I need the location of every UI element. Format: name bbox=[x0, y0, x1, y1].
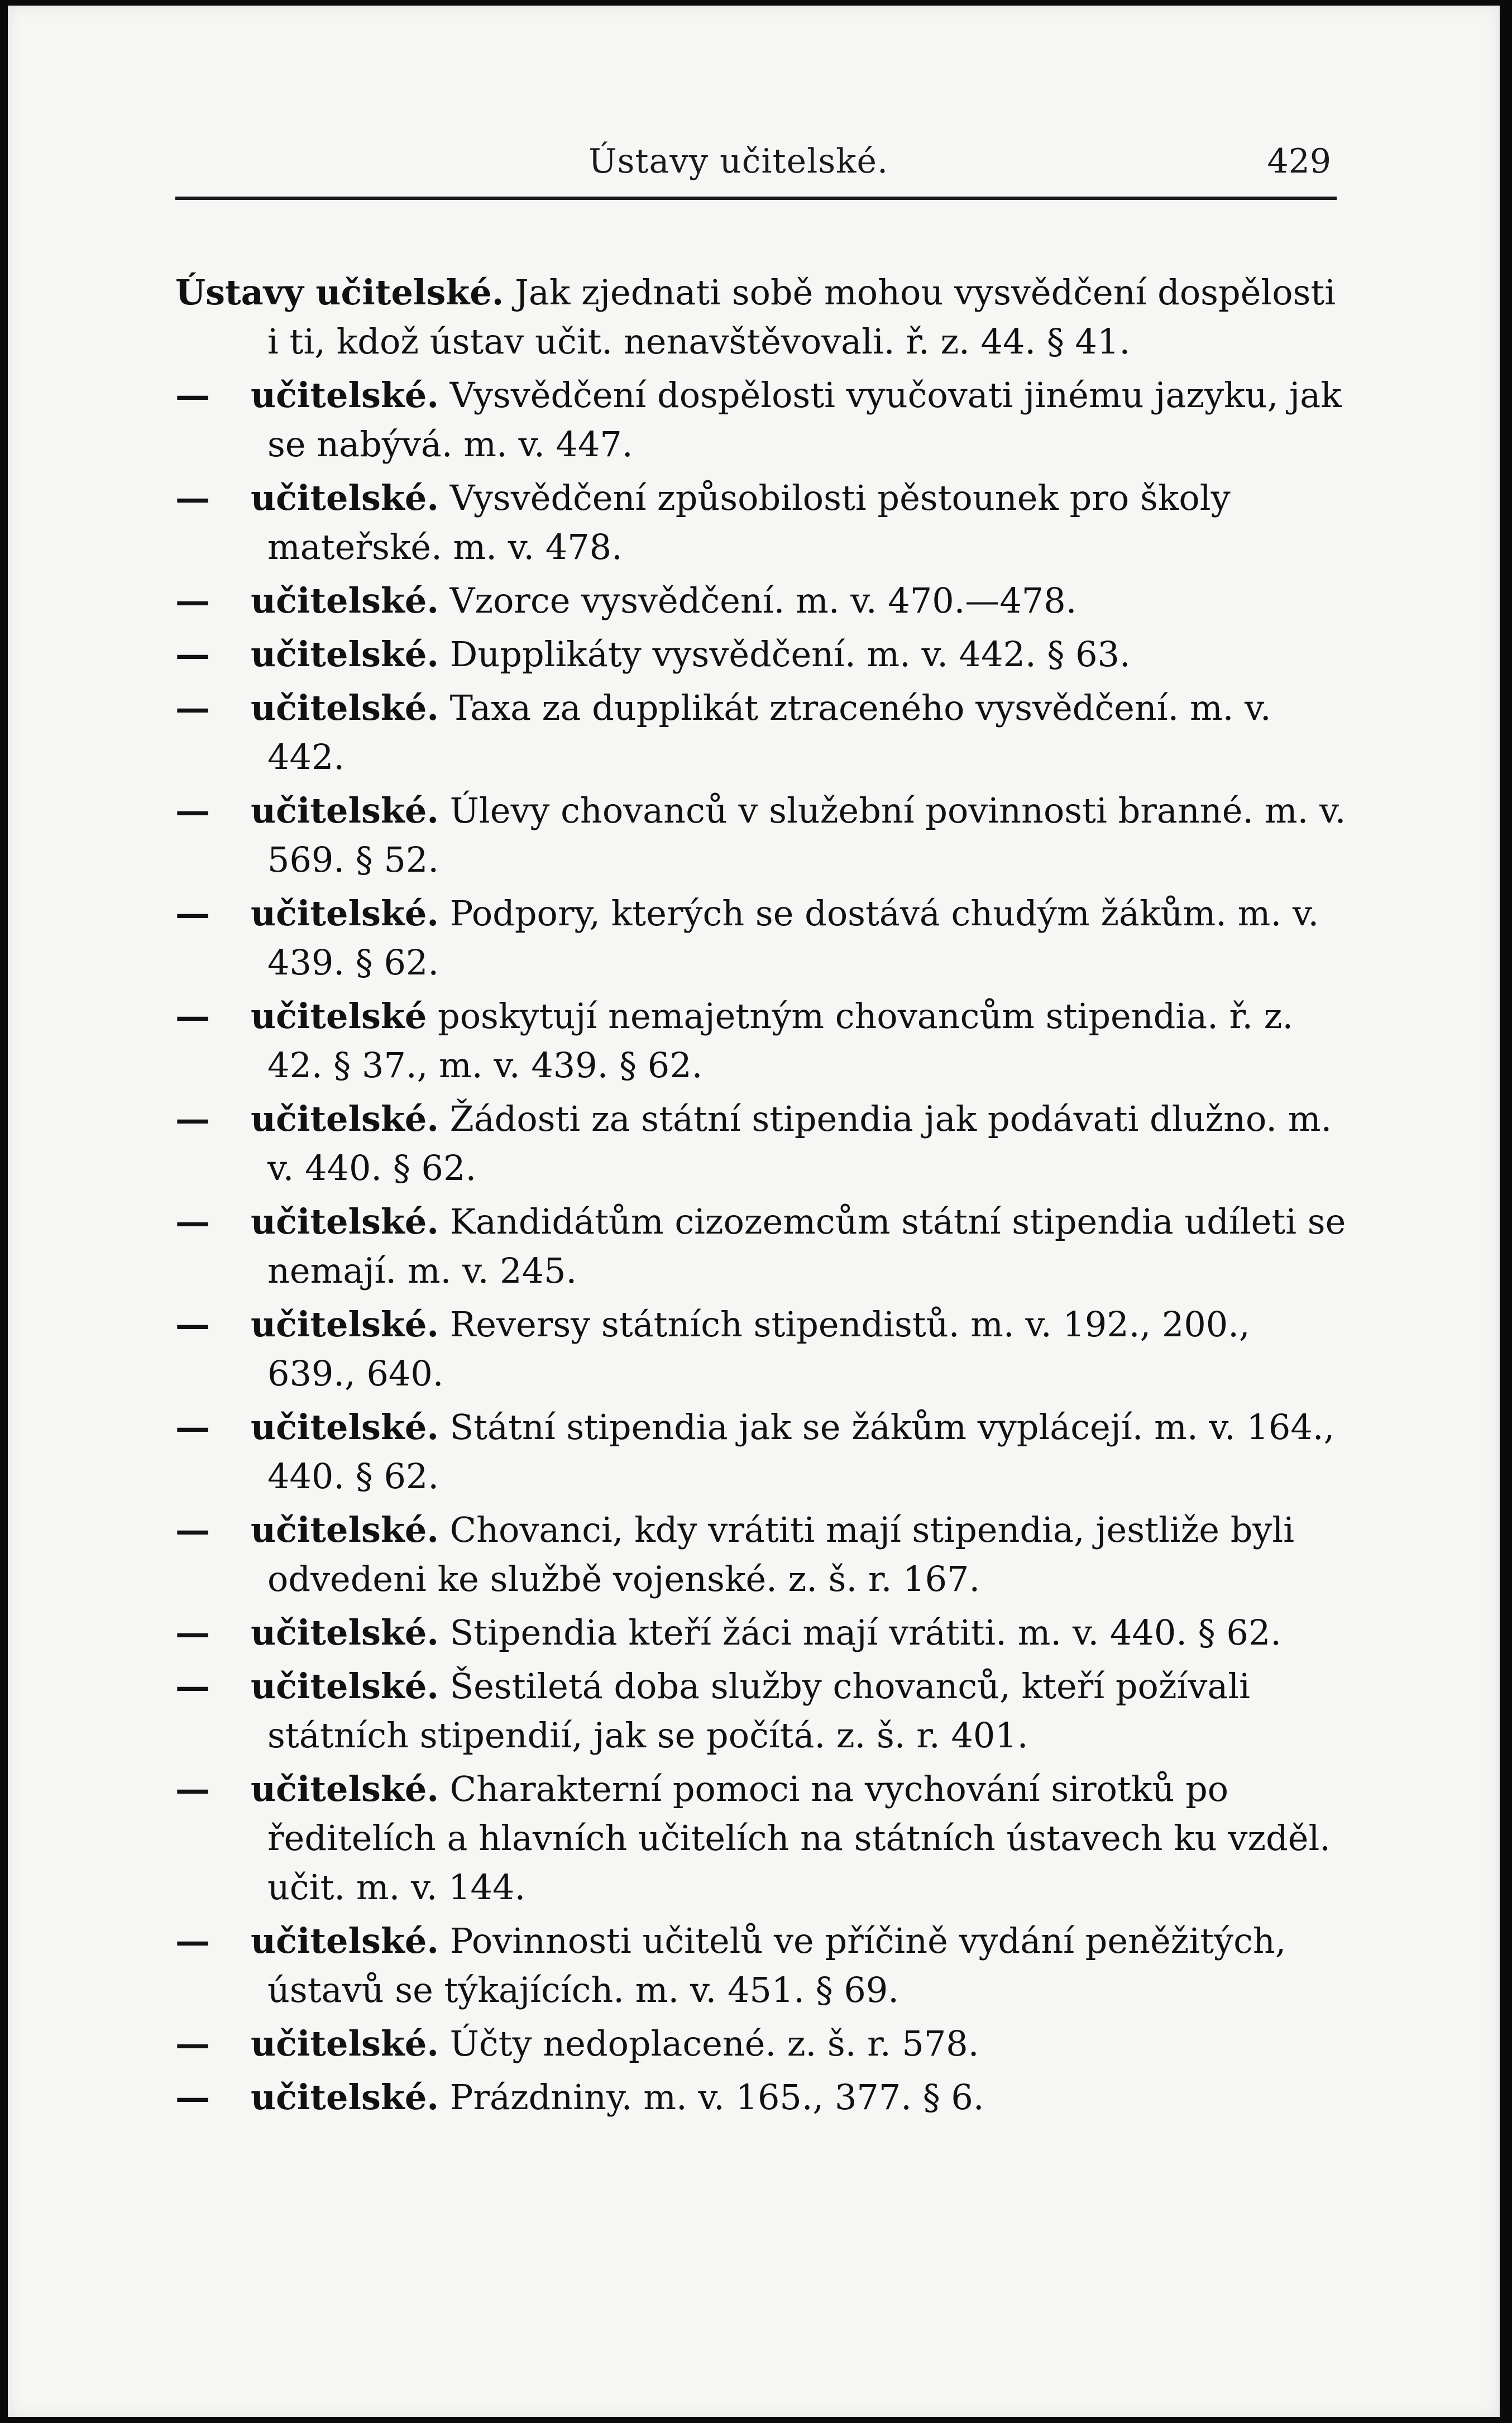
index-entry bbox=[175, 371, 1348, 469]
entry-text: Stipendia kteří žáci mají vrátiti. m. v. 440. § 62. bbox=[438, 1612, 1281, 1653]
entry-dash: — bbox=[175, 996, 210, 1036]
entry-text: Dupplikáty vysvědčení. m. v. 442. § 63. bbox=[438, 634, 1131, 675]
entry-text: Charakterní pomoci na vychování sirotků po ředitelích a hlavních učitelích na státních ústavech ku vzděl. učit. m. v. 144. bbox=[267, 1769, 1331, 1908]
entry-dash: — bbox=[175, 1304, 210, 1345]
page bbox=[8, 6, 1500, 2417]
entry-text: Žádosti za státní stipendia jak podávati dlužno. m. v. 440. § 62. bbox=[267, 1098, 1332, 1188]
entry-lead: učitelské. bbox=[251, 790, 439, 831]
header-rule bbox=[175, 197, 1337, 200]
entry-text: Vysvědčení způsobilosti pěstounek pro školy mateřské. m. v. 478. bbox=[267, 477, 1231, 567]
entry-lead: učitelské. bbox=[251, 2023, 439, 2064]
entry-dash: — bbox=[175, 1098, 210, 1139]
entry-dash: — bbox=[175, 1612, 210, 1653]
entry-text: Chovanci, kdy vrátiti mají stipendia, jestliže byli odvedeni ke službě vojenské. z. š. r. 167. bbox=[267, 1509, 1295, 1599]
entry-lead: učitelské. bbox=[251, 1407, 439, 1447]
header-title: Ústavy učitelské. bbox=[588, 142, 889, 181]
entry-text: Podpory, kterých se dostává chudým žákům. m. v. 439. § 62. bbox=[267, 893, 1319, 983]
index-entry bbox=[175, 1506, 1348, 1604]
entry-lead: učitelské bbox=[251, 996, 427, 1036]
index-entry bbox=[175, 1662, 1348, 1760]
index-entry bbox=[175, 786, 1348, 885]
entry-dash: — bbox=[175, 1201, 210, 1242]
entry-dash: — bbox=[175, 2023, 210, 2064]
index-entries bbox=[175, 268, 1348, 2126]
entry-dash: — bbox=[175, 634, 210, 675]
entry-lead: učitelské. bbox=[251, 1920, 439, 1961]
index-entry bbox=[175, 992, 1348, 1090]
entry-text: Reversy státních stipendistů. m. v. 192., 200., 639., 640. bbox=[267, 1304, 1250, 1394]
entry-text: Jak zjednati sobě mohou vysvědčení dospělosti i ti, kdož ústav učit. nenavštěvovali. ř. z. 44. § 41. bbox=[267, 272, 1336, 362]
entry-text: Kandidátům cizozemcům státní stipendia udíleti se nemají. m. v. 245. bbox=[267, 1201, 1346, 1291]
entry-dash: — bbox=[175, 477, 210, 518]
entry-lead: učitelské. bbox=[251, 375, 439, 415]
index-entry bbox=[175, 889, 1348, 987]
index-entry bbox=[175, 2019, 1348, 2068]
index-entry bbox=[175, 1300, 1348, 1398]
running-header bbox=[175, 134, 1337, 201]
entry-dash: — bbox=[175, 687, 210, 728]
entry-text: Vzorce vysvědčení. m. v. 470.—478. bbox=[438, 580, 1077, 621]
index-entry bbox=[175, 1765, 1348, 1912]
entry-lead: Ústavy učitelské. bbox=[175, 272, 504, 313]
entry-lead: učitelské. bbox=[251, 634, 439, 675]
entry-lead: učitelské. bbox=[251, 1098, 439, 1139]
entry-text: Šestiletá doba služby chovanců, kteří požívali státních stipendií, jak se počítá. z. š. r. 401. bbox=[267, 1666, 1250, 1756]
entry-dash: — bbox=[175, 580, 210, 621]
entry-dash: — bbox=[175, 1407, 210, 1447]
entry-text: Úlevy chovanců v služební povinnosti branné. m. v. 569. § 52. bbox=[267, 790, 1346, 880]
index-entry bbox=[175, 474, 1348, 572]
page-number: 429 bbox=[1267, 142, 1331, 181]
index-entry bbox=[175, 684, 1348, 782]
entry-lead: učitelské. bbox=[251, 1612, 439, 1653]
entry-lead: učitelské. bbox=[251, 687, 439, 728]
index-entry bbox=[175, 1095, 1348, 1193]
index-entry bbox=[175, 2073, 1348, 2122]
index-entry bbox=[175, 1403, 1348, 1501]
entry-text: Státní stipendia jak se žákům vyplácejí. m. v. 164., 440. § 62. bbox=[267, 1407, 1335, 1497]
entry-dash: — bbox=[175, 790, 210, 831]
entry-dash: — bbox=[175, 1509, 210, 1550]
entry-dash: — bbox=[175, 2077, 210, 2118]
entry-text: poskytují nemajetným chovancům stipendia. ř. z. 42. § 37., m. v. 439. § 62. bbox=[267, 996, 1294, 1086]
index-entry bbox=[175, 268, 1348, 366]
entry-dash: — bbox=[175, 1666, 210, 1707]
index-entry bbox=[175, 1608, 1348, 1657]
entry-lead: učitelské. bbox=[251, 1304, 439, 1345]
entry-dash: — bbox=[175, 1769, 210, 1809]
entry-lead: učitelské. bbox=[251, 893, 439, 934]
entry-lead: učitelské. bbox=[251, 580, 439, 621]
entry-text: Vysvědčení dospělosti vyučovati jinému jazyku, jak se nabývá. m. v. 447. bbox=[267, 375, 1342, 465]
index-entry bbox=[175, 1197, 1348, 1296]
index-entry bbox=[175, 1917, 1348, 2015]
entry-lead: učitelské. bbox=[251, 2077, 439, 2118]
entry-dash: — bbox=[175, 893, 210, 934]
entry-text: Taxa za dupplikát ztraceného vysvědčení. m. v. 442. bbox=[267, 687, 1271, 777]
entry-lead: učitelské. bbox=[251, 477, 439, 518]
entry-lead: učitelské. bbox=[251, 1666, 439, 1707]
entry-lead: učitelské. bbox=[251, 1769, 439, 1809]
entry-dash: — bbox=[175, 375, 210, 415]
entry-lead: učitelské. bbox=[251, 1201, 439, 1242]
index-entry bbox=[175, 630, 1348, 679]
entry-text: Účty nedoplacené. z. š. r. 578. bbox=[438, 2023, 979, 2064]
entry-lead: učitelské. bbox=[251, 1509, 439, 1550]
index-entry bbox=[175, 576, 1348, 625]
entry-text: Povinnosti učitelů ve příčině vydání peněžitých, ústavů se týkajících. m. v. 451. § 69. bbox=[267, 1920, 1286, 2010]
entry-text: Prázdniny. m. v. 165., 377. § 6. bbox=[438, 2077, 984, 2118]
entry-dash: — bbox=[175, 1920, 210, 1961]
